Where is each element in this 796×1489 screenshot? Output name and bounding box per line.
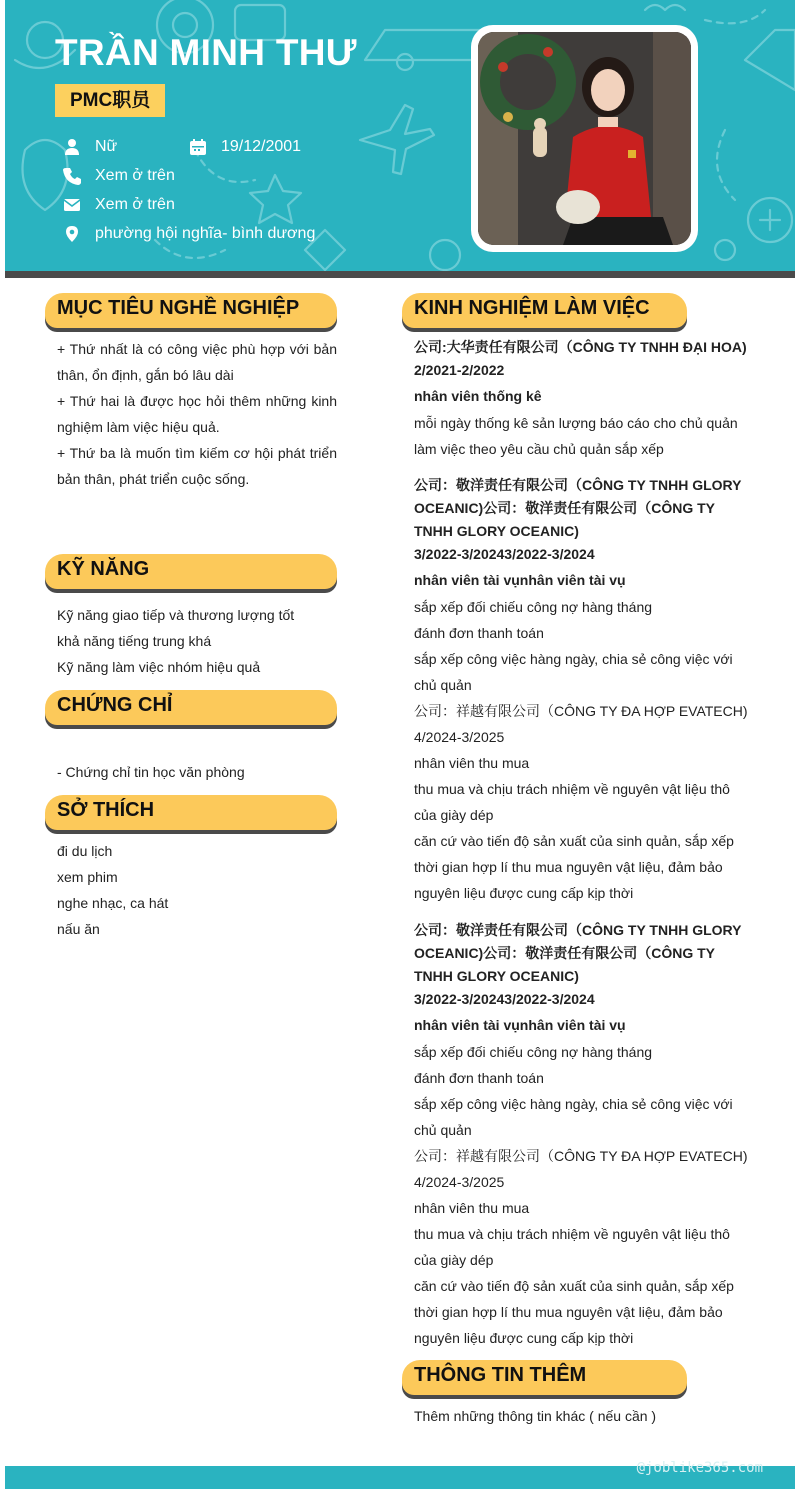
certificates-heading (45, 690, 337, 725)
experience-title: KINH NGHIỆM LÀM VIỆC (414, 297, 650, 319)
hobby-item: xem phim (57, 869, 118, 885)
job-role: nhân viên tài vụnhân viên tài vụ (414, 572, 626, 588)
company-name: 公司:大华责任有限公司（CÔNG TY TNHH ĐẠI HOA) (414, 339, 747, 355)
watermark: @joblike365.com (636, 1460, 763, 1476)
job-description: đánh đơn thanh toán (414, 625, 544, 641)
objective-item: + Thứ hai là được học hỏi thêm những kinh nghiệm làm việc hiệu quả. (57, 393, 337, 435)
experience-heading (402, 293, 687, 328)
phone-row (63, 167, 175, 185)
work-period: 2/2021-2/2022 (414, 362, 505, 378)
hobby-item: đi du lịch (57, 843, 113, 859)
more-info-heading (402, 1360, 687, 1395)
job-description: sắp xếp công việc hàng ngày, chia sẻ công việc với chủ quản (414, 1096, 733, 1138)
skills-list (57, 602, 337, 680)
location-icon (63, 225, 81, 243)
email-row (63, 196, 175, 214)
email-value[interactable]: Xem ở trên (95, 196, 175, 213)
skills-heading (45, 554, 337, 589)
job-description: 4/2024-3/2025 (414, 1174, 505, 1190)
job-description: đánh đơn thanh toán (414, 1070, 544, 1086)
birthday-value: 19/12/2001 (221, 138, 302, 155)
position-badge: PMC职员 (55, 84, 165, 117)
objective-item: + Thứ nhất là có công việc phù hợp với bản thân, ổn định, gắn bó lâu dài (57, 341, 337, 383)
phone-icon (63, 167, 81, 185)
address-value: phường hội nghĩa- bình dương (95, 225, 316, 242)
experience-entry-2 (414, 474, 749, 906)
certificates-list (57, 759, 337, 785)
hobbies-list (57, 838, 337, 942)
skill-item: khả năng tiếng trung khá (57, 633, 212, 649)
job-description: 公司：祥越有限公司（CÔNG TY ĐA HỢP EVATECH) (414, 1148, 748, 1164)
candidate-name: TRẦN MINH THƯ (55, 32, 357, 73)
email-icon (63, 196, 81, 214)
calendar-icon (189, 138, 207, 156)
experience-entry-3 (414, 919, 749, 1351)
cv-header (5, 0, 795, 271)
more-info-title: THÔNG TIN THÊM (414, 1364, 587, 1386)
job-description: 4/2024-3/2025 (414, 729, 505, 745)
company-name: 公司：敬洋责任有限公司（CÔNG TY TNHH GLORY OCEANIC)公司：敬洋责任有限公司（CÔNG TY TNHH GLORY OCEANIC) (414, 922, 742, 984)
job-description: sắp xếp đối chiếu công nợ hàng tháng (414, 1044, 653, 1060)
hobby-item: nấu ăn (57, 921, 100, 937)
cv-page (5, 0, 795, 1489)
skill-item: Kỹ năng giao tiếp và thương lượng tốt (57, 607, 295, 623)
experience-entry-1 (414, 336, 749, 462)
profile-photo-frame (471, 25, 698, 252)
objective-title: MỤC TIÊU NGHỀ NGHIỆP (57, 297, 300, 319)
job-role: nhân viên thống kê (414, 388, 542, 404)
job-description: nhân viên thu mua (414, 755, 530, 771)
job-description: thu mua và chịu trách nhiệm về nguyên vật liệu thô của giày dép (414, 1226, 730, 1268)
job-description: thu mua và chịu trách nhiệm về nguyên vật liệu thô của giày dép (414, 781, 730, 823)
company-name: 公司：敬洋责任有限公司（CÔNG TY TNHH GLORY OCEANIC)公司：敬洋责任有限公司（CÔNG TY TNHH GLORY OCEANIC) (414, 477, 742, 539)
objective-list (57, 336, 337, 492)
job-description: nhân viên thu mua (414, 1200, 530, 1216)
hobby-item: nghe nhạc, ca hát (57, 895, 169, 911)
work-period: 3/2022-3/20243/2022-3/2024 (414, 991, 595, 1007)
more-info-text: Thêm những thông tin khác ( nếu cần ) (414, 1408, 657, 1424)
phone-value[interactable]: Xem ở trên (95, 167, 175, 184)
job-role: nhân viên tài vụnhân viên tài vụ (414, 1017, 626, 1033)
job-description: sắp xếp đối chiếu công nợ hàng tháng (414, 599, 653, 615)
job-description: mỗi ngày thống kê sản lượng báo cáo cho chủ quản làm việc theo yêu cầu chủ quản sắp xếp (414, 415, 738, 457)
work-period: 3/2022-3/20243/2022-3/2024 (414, 546, 595, 562)
certificate-item: - Chứng chỉ tin học văn phòng (57, 764, 245, 780)
profile-photo-illustration (478, 32, 691, 245)
gender-row (63, 138, 117, 156)
certificates-title: CHỨNG CHỈ (57, 694, 173, 716)
job-description: sắp xếp công việc hàng ngày, chia sẻ công việc với chủ quản (414, 651, 733, 693)
hobbies-heading (45, 795, 337, 830)
user-icon (63, 138, 81, 156)
skills-title: KỸ NĂNG (57, 558, 150, 580)
address-row (63, 225, 315, 243)
profile-photo (478, 32, 691, 245)
job-description: căn cứ vào tiến độ sản xuất của sinh quản, sắp xếp thời gian hợp lí thu mua nguyên vật liệu, đảm bảo nguyên liệu được cung cấp kịp thời (414, 1278, 734, 1346)
birthday-row (189, 138, 301, 156)
job-description: 公司：祥越有限公司（CÔNG TY ĐA HỢP EVATECH) (414, 703, 748, 719)
skill-item: Kỹ năng làm việc nhóm hiệu quả (57, 659, 261, 675)
objective-heading (45, 293, 337, 328)
hobbies-title: SỞ THÍCH (57, 799, 155, 821)
header-divider (5, 271, 795, 278)
objective-item: + Thứ ba là muốn tìm kiếm cơ hội phát triển bản thân, phát triển cuộc sống. (57, 445, 337, 487)
job-description: căn cứ vào tiến độ sản xuất của sinh quản, sắp xếp thời gian hợp lí thu mua nguyên vật liệu, đảm bảo nguyên liệu được cung cấp kịp thời (414, 833, 734, 901)
gender-value: Nữ (95, 138, 118, 155)
